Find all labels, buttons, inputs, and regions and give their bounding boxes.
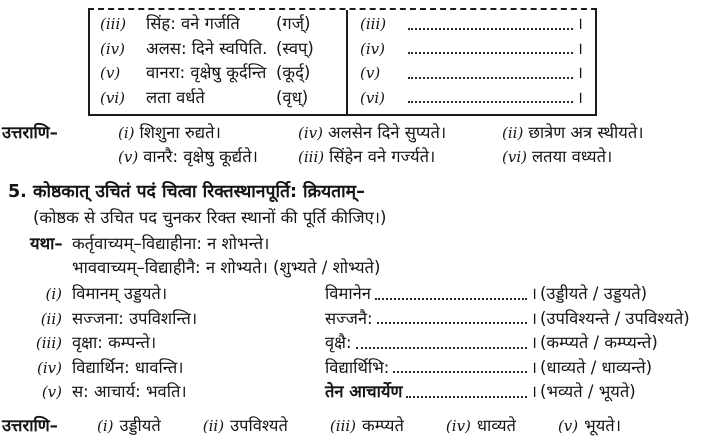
- item-number: (iv): [100, 39, 125, 58]
- item-number: (vi): [100, 88, 125, 107]
- answer-item: [298, 121, 502, 145]
- fill-blanks-column: [346, 10, 595, 114]
- verb-sentences-column: [90, 10, 346, 114]
- answer-item: [502, 121, 704, 145]
- question-number: 5.: [8, 182, 27, 202]
- active-sentence: स: आचार्य: भवति।: [72, 382, 187, 401]
- answer-text: छात्रेण अत्र स्थीयते।: [528, 123, 644, 142]
- item-number: (v): [118, 148, 139, 166]
- example-lines: [72, 232, 380, 279]
- verb-sentence-row: [100, 12, 342, 37]
- passive-prefix: सज्जनै:: [325, 308, 373, 328]
- answer-text: उड्डीयते: [119, 415, 161, 435]
- answers-label: उत्तराणि–: [2, 123, 58, 142]
- passive-fill-blank: [325, 282, 537, 307]
- item-number: (iii): [35, 334, 62, 352]
- danda-mark: ।: [576, 63, 583, 82]
- item-number: (vi): [502, 148, 527, 166]
- active-sentence: सज्जना: उपविशन्ति।: [72, 308, 198, 328]
- verb-root: (गर्ज्): [276, 14, 311, 33]
- example-block: [30, 232, 704, 279]
- dotted-blank: [408, 28, 573, 30]
- answer-text: शिशुना रुद्यते।: [139, 123, 221, 142]
- fill-blank-exercise: [0, 282, 704, 405]
- dotted-blank: [375, 298, 527, 300]
- item-number: (v): [100, 64, 121, 82]
- exercise-row: [0, 356, 704, 381]
- passive-fill-blank: [325, 356, 537, 381]
- dotted-blank: [408, 77, 573, 79]
- item-number: (i): [45, 285, 62, 303]
- danda-mark: ।: [530, 333, 537, 352]
- active-sentence: विद्यार्थिन: धावन्ति।: [72, 357, 184, 377]
- dotted-blank: [356, 347, 527, 349]
- answer-item: [502, 145, 704, 169]
- option-choices: (भव्यते / भूयते): [540, 382, 636, 401]
- dotted-blank: [408, 101, 573, 103]
- passive-fill-blank: [325, 331, 537, 356]
- answers-rows: [118, 121, 704, 169]
- dotted-blank: [393, 371, 526, 373]
- passive-prefix: विमानेन: [325, 284, 371, 303]
- passive-prefix: वृक्षै:: [325, 333, 352, 352]
- item-number: (ii): [40, 309, 62, 328]
- dotted-blank: [377, 322, 527, 324]
- sentence-text: अलस: दिने स्वपिति.: [146, 38, 268, 58]
- danda-mark: ।: [576, 14, 583, 33]
- example-passive-voice: भाववाच्यम्–विद्याहीनै: न शोभ्यते। (शुभ्यते / शोभ्यते): [72, 257, 381, 277]
- option-choices: (धाव्यते / धाव्यन्ते): [540, 357, 653, 377]
- dotted-blank: [406, 396, 526, 398]
- item-number: (iii): [360, 15, 387, 33]
- answer-item: [118, 145, 298, 169]
- answers-label: उत्तराणि–: [2, 415, 58, 435]
- danda-mark: ।: [530, 308, 537, 328]
- question-5-heading: [8, 180, 704, 204]
- answer-item: [118, 121, 298, 145]
- option-choices: (उड्डीयते / उड्डयते): [540, 284, 648, 303]
- answers-block-1: [2, 121, 704, 169]
- fill-blank-row: [360, 61, 583, 86]
- danda-mark: ।: [576, 38, 583, 58]
- answers-row: [118, 145, 704, 169]
- active-sentence: विमानम् उड्डयते।: [72, 284, 168, 303]
- answer-text: लतया वध्यते।: [531, 147, 613, 166]
- passive-fill-blank: [325, 380, 537, 405]
- item-number: (iii): [298, 148, 325, 166]
- active-sentence: वृक्षा: कम्पन्ते।: [72, 333, 157, 352]
- item-number: (iv): [37, 358, 62, 377]
- question-title: कोष्ठकात् उचितं पदं चित्वा रिक्तस्थानपूर्ति: क्रियताम्–: [33, 182, 365, 202]
- danda-mark: ।: [530, 382, 537, 401]
- question-hindi-translation: (कोष्ठक से उचित पद चुनकर रिक्त स्थानों की पूर्ति कीजिए।): [33, 208, 387, 227]
- sentence-text: सिंह: वने गर्जति: [146, 14, 240, 33]
- item-number: (v): [557, 416, 579, 435]
- item-number: (vi): [360, 88, 385, 107]
- answers-row: [118, 121, 704, 145]
- item-number: (ii): [202, 416, 225, 435]
- answer-text: सिंहेन वने गर्ज्यते।: [329, 147, 436, 166]
- option-choices: (कम्प्यते / कम्प्यन्ते): [540, 333, 658, 352]
- item-number: (v): [41, 383, 62, 401]
- item-number: (iv): [445, 416, 471, 435]
- item-number: (iii): [100, 15, 127, 33]
- item-number: (ii): [502, 124, 524, 142]
- verb-root: (कूर्द्): [276, 63, 311, 82]
- item-number: (i): [118, 124, 135, 142]
- passive-prefix: विद्यार्थिभि:: [325, 357, 390, 377]
- verb-root: (स्वप्): [276, 38, 314, 58]
- sentence-text: वानरा: वृक्षेषु कूर्दन्ति: [146, 63, 267, 82]
- textbook-page: [0, 8, 704, 438]
- answer-text: वानरै: वृक्षेषु कूर्द्यते।: [143, 147, 258, 166]
- answer-text: कम्प्यते: [362, 415, 404, 435]
- option-choices: (उपविश्यन्ते / उपविश्यते): [540, 308, 690, 328]
- exercise-row: [0, 307, 704, 332]
- item-number: (i): [97, 416, 114, 435]
- verb-sentence-row: [100, 86, 342, 111]
- answer-text: अलसेन दिने सुप्यते।: [327, 123, 447, 142]
- verb-sentence-row: [100, 61, 342, 86]
- dotted-blank: [408, 52, 573, 54]
- passive-fill-blank: [325, 307, 537, 332]
- danda-mark: ।: [576, 87, 583, 107]
- passive-prefix: तेन आचार्येण: [325, 382, 403, 401]
- answer-text: भूयते।: [584, 415, 621, 435]
- danda-mark: ।: [530, 357, 537, 377]
- item-number: (iv): [360, 39, 385, 58]
- fill-blank-row: [360, 37, 583, 62]
- answer-text: उपविश्यते: [230, 415, 288, 435]
- exercise-row: [0, 331, 704, 356]
- sentence-text: लता वर्धते: [146, 87, 205, 107]
- fill-blank-row: [360, 86, 583, 111]
- match-exercise-box: [88, 8, 597, 116]
- fill-blank-row: [360, 12, 583, 37]
- item-number: (iv): [298, 124, 323, 142]
- verb-sentence-row: [100, 37, 342, 62]
- example-label: यथा–: [30, 234, 63, 253]
- exercise-row: [0, 380, 704, 405]
- answer-item: [298, 145, 502, 169]
- example-active-voice: कर्तृवाच्यम्–विद्याहीना: न शोभन्ते।: [72, 234, 270, 253]
- verb-root: (वृध्): [276, 87, 309, 107]
- exercise-row: [0, 282, 704, 307]
- item-number: (iii): [329, 416, 357, 435]
- answer-text: धाव्यते: [476, 415, 516, 435]
- item-number: (v): [360, 64, 381, 82]
- danda-mark: ।: [530, 284, 537, 303]
